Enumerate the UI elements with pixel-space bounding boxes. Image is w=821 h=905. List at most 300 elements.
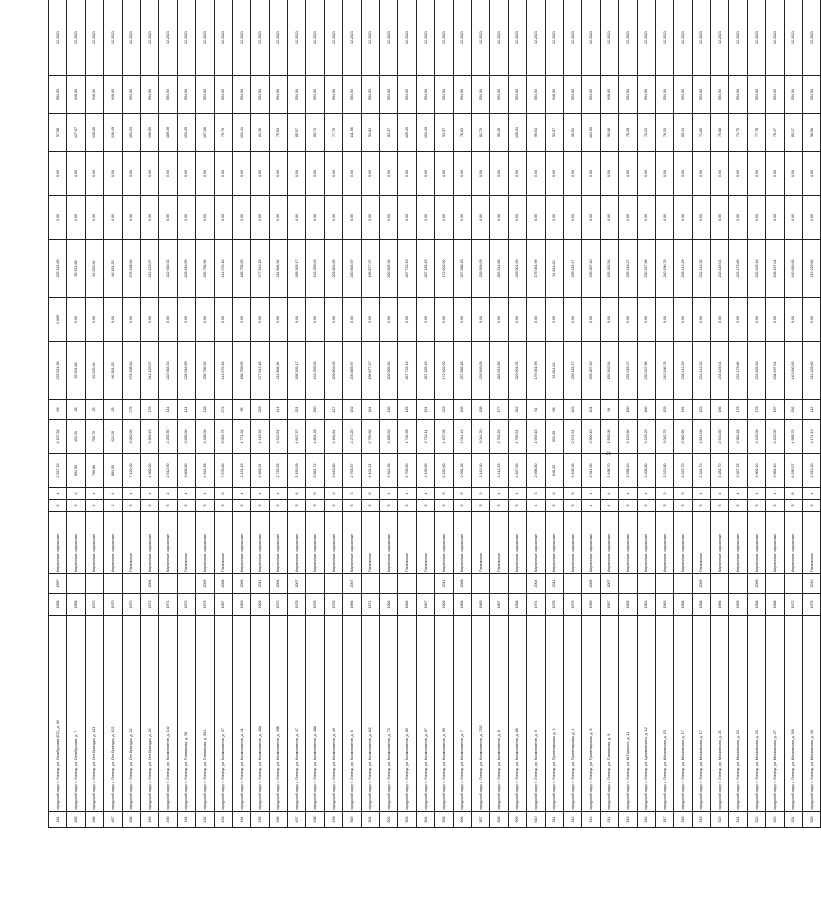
table-cell: 2 705,60 [398, 454, 416, 488]
table-cell: 0,00 [527, 298, 545, 342]
table-row [122, 0, 140, 828]
table-cell: 9 [306, 500, 324, 512]
table-cell: 1 771,30 [232, 420, 250, 454]
table-cell: городской округ г. Липецк, ул. Московская, д. 5/6 [784, 616, 802, 812]
table-cell [563, 574, 581, 594]
table-cell: 503 [398, 812, 416, 828]
table-cell: 554,00 [582, 76, 600, 114]
table-cell: 4 [380, 488, 398, 500]
table-cell: 1958 [67, 594, 85, 616]
table-cell: 239 509,09 [471, 342, 489, 400]
table-cell: 554,00 [508, 76, 526, 114]
table-cell: 0,00 [655, 196, 673, 240]
table-cell: 498 [306, 812, 324, 828]
table-cell: 12.2021 [435, 0, 453, 76]
table-cell: городской округ г. Липецк, ул. Космонавтов, д. 73 [380, 616, 398, 812]
table-cell: 2003 [196, 574, 214, 594]
table-cell: 4 415,30 [251, 420, 269, 454]
table-cell: 0,00 [324, 298, 342, 342]
table-cell: 3 367,35 [729, 454, 747, 488]
table-cell: 12.2021 [416, 0, 434, 76]
table-cell: 12.2021 [803, 0, 821, 76]
table-cell: Панельные [177, 512, 195, 574]
table-cell: 520 [711, 812, 729, 828]
table-cell: 196 877,37 [361, 240, 379, 298]
table-cell: 299 287,20 [582, 342, 600, 400]
table-cell: 4 [711, 488, 729, 500]
table-cell: Панельные [803, 512, 821, 574]
table-cell: 2004 [269, 574, 287, 594]
table-cell: 233 119,01 [711, 240, 729, 298]
table-cell: 2007 [288, 574, 306, 594]
table-cell: 509 [508, 812, 526, 828]
table-cell: 512 [563, 812, 581, 828]
table-cell: 0,00 [545, 298, 563, 342]
table-cell: 3 385,60 [380, 420, 398, 454]
table-cell: 0,00 [232, 196, 250, 240]
table-cell: 82,70 [471, 114, 489, 152]
table-cell: 485 [67, 812, 85, 828]
table-cell: 1978 [288, 594, 306, 616]
table-cell: 0,00 [711, 152, 729, 196]
table-cell: 2004 [527, 574, 545, 594]
table-body [49, 0, 821, 828]
table-cell: 2 790,60 [361, 420, 379, 454]
table-cell: 5 [251, 500, 269, 512]
table-row [674, 0, 692, 828]
table-cell: 12.2021 [545, 0, 563, 76]
table-cell: 200 865,97 [343, 240, 361, 298]
table-cell: 0,00 [527, 152, 545, 196]
table-cell: городской округ г. Липецк, ул. Московская, д. 49 [803, 616, 821, 812]
table-cell: 4 [637, 488, 655, 500]
table-cell: 0,00 [747, 196, 765, 240]
table-cell: 442 076,16 [214, 240, 232, 298]
table-cell: 601,39 [545, 420, 563, 454]
table-cell: 4 [747, 488, 765, 500]
table-cell: 0,00 [251, 152, 269, 196]
table-cell: 0,00 [140, 196, 158, 240]
table-cell: 229 [251, 400, 269, 420]
table-cell: 141 [269, 400, 287, 420]
table-cell: 0,00 [232, 298, 250, 342]
table-cell: 554,00 [269, 76, 287, 114]
table-row [747, 0, 765, 828]
table-cell: 554,00 [232, 76, 250, 114]
table-cell: 153 [655, 400, 673, 420]
table-cell: 12.2021 [140, 0, 158, 76]
table-cell: 0,00 [545, 152, 563, 196]
table-cell: 0,00 [637, 298, 655, 342]
table-cell: 3 922,36 [380, 454, 398, 488]
table-cell: 1968 [747, 594, 765, 616]
table-cell: Кирпичные, каркасные [655, 512, 673, 574]
table-cell: 0,00 [747, 152, 765, 196]
table-cell: городской округ г. Липецк, ул. Московская, д. 27 [766, 616, 784, 812]
table-cell: городской округ г. Липецк, ул. Московская, д. 17 [692, 616, 710, 812]
table-cell: 554,00 [214, 76, 232, 114]
table-cell: Кирпичные, каркасные [343, 512, 361, 574]
table-cell: городской округ г. Липецк, ул. Космонавтов, д. 6 [343, 616, 361, 812]
table-cell: Кирпичные, каркасные [49, 512, 67, 574]
table-cell [471, 574, 489, 594]
table-cell: 1958 [49, 594, 67, 616]
table-cell: Кирпичные, каркасные [380, 512, 398, 574]
table-cell: 4 607,37 [288, 420, 306, 454]
table-row [766, 0, 784, 828]
table-cell: 3 225,00 [747, 420, 765, 454]
table-cell: 648,20 [545, 454, 563, 488]
table-cell: Кирпичные, каркасные [729, 512, 747, 574]
table-cell [674, 574, 692, 594]
table-cell: 1959 [582, 594, 600, 616]
table-cell: 554,00 [674, 76, 692, 114]
table-cell: 0,00 [306, 152, 324, 196]
table-cell: 0,00 [159, 196, 177, 240]
table-cell: городской округ г. Липецк, ул. Космонавтов, д. 45А [251, 616, 269, 812]
table-cell: 127,67 [67, 114, 85, 152]
table-row [637, 0, 655, 828]
table-cell: городской округ г. Липецк, ул. Ост Бригады, д. 122 [104, 616, 122, 812]
table-cell: 112 [803, 400, 821, 420]
table-cell: 0,00 [471, 196, 489, 240]
table-cell: городской округ г. Липецк, ул. Космонавтов, д. 48А [306, 616, 324, 812]
table-cell: 1968 [453, 594, 471, 616]
table-cell: 488 [122, 812, 140, 828]
table-cell: Панельные [122, 512, 140, 574]
table-cell: 3 229,20 [637, 420, 655, 454]
table-cell: 554,00 [563, 76, 581, 114]
table-cell: 581,00 [361, 76, 379, 114]
table-cell: 3 [527, 488, 545, 500]
table-row [232, 0, 250, 828]
table-cell: 12.2021 [453, 0, 471, 76]
table-cell: 3 044,20 [471, 420, 489, 454]
table-cell: 378 498,60 [122, 342, 140, 400]
table-cell: 178 [140, 400, 158, 420]
table-cell: 1966 [711, 594, 729, 616]
table-cell: 508 [490, 812, 508, 828]
table-cell: 3 656,00 [177, 420, 195, 454]
table-cell: 4 958,70 [784, 420, 802, 454]
table-cell: 1965 [729, 594, 747, 616]
table-cell: 554,00 [288, 76, 306, 114]
table-cell: городской округ г. Липецк, ул. Пролетарская, д. 3 [545, 616, 563, 812]
table-cell: 0,00 [803, 298, 821, 342]
table-cell: городской округ г. Липецк, ул. Плеханова, д. 504 [196, 616, 214, 812]
table-cell: 523 [766, 812, 784, 828]
table-cell: 0,00 [619, 196, 637, 240]
table-cell: 128 [196, 400, 214, 420]
table-cell: 4 [600, 488, 618, 500]
table-cell: Панельные [692, 512, 710, 574]
table-cell: 0,00 [545, 196, 563, 240]
table-cell: 136,49 [104, 114, 122, 152]
table-cell: 1 009 [49, 298, 67, 342]
table-cell: 2011 [251, 574, 269, 594]
table-cell: Кирпичные, каркасные [232, 512, 250, 574]
table-cell: 0,00 [398, 152, 416, 196]
table-cell: 178 [747, 400, 765, 420]
table-cell: 422,20 [104, 420, 122, 454]
table-cell: 5 [674, 488, 692, 500]
table-cell: 12.2021 [692, 0, 710, 76]
table-cell: 0,00 [435, 152, 453, 196]
table-cell: Кирпичные, каркасные [159, 512, 177, 574]
table-cell: 5 [508, 500, 526, 512]
table-cell: 1978 [324, 594, 342, 616]
table-cell: городской округ г. Липецк, ул. Космонавтов, д. 99 [435, 616, 453, 812]
buildings-table [48, 0, 821, 828]
table-cell: 1957 [600, 594, 618, 616]
table-cell: 262 [508, 400, 526, 420]
table-cell: 272 [214, 400, 232, 420]
table-cell: Кирпичные, каркасные [324, 512, 342, 574]
table-cell: 2007 [343, 574, 361, 594]
table-cell: 233 465,48 [747, 342, 765, 400]
table-cell: 275 [122, 400, 140, 420]
table-row [140, 0, 158, 828]
table-cell: 0,00 [104, 298, 122, 342]
table-cell [619, 574, 637, 594]
table-cell: 2005 [582, 574, 600, 594]
table-cell: 12.2021 [490, 0, 508, 76]
table-cell: 2007 [600, 574, 618, 594]
table-cell [104, 574, 122, 594]
table-cell: 12.2021 [619, 0, 637, 76]
table-cell: 750,70 [85, 420, 103, 454]
table-cell: 0,00 [435, 196, 453, 240]
table-cell: 5 [288, 500, 306, 512]
table-cell: 0,00 [655, 152, 673, 196]
table-cell: 433 259,03 [306, 342, 324, 400]
table-cell: 0,00 [490, 152, 508, 196]
table-cell: 4 404,21 [361, 454, 379, 488]
table-cell: 0,00 [416, 152, 434, 196]
table-cell: 0,00 [214, 196, 232, 240]
table-cell: 194 [674, 400, 692, 420]
table-cell: 0,00 [140, 152, 158, 196]
table-cell: 440 000,00 [784, 240, 802, 298]
table-cell: 2 944,00 [582, 454, 600, 488]
table-cell: 299 115,47 [563, 240, 581, 298]
table-cell: 1976 [563, 594, 581, 616]
table-cell: 12.2021 [324, 0, 342, 76]
table-cell: 260 [306, 400, 324, 420]
table-cell: городской округ г. Липецк, ул. Московская, д. 21 [711, 616, 729, 812]
table-cell: 4 668,34 [251, 454, 269, 488]
table-cell: 0,00 [766, 298, 784, 342]
rotated-table-container [48, 0, 814, 828]
table-cell: 0,00 [232, 152, 250, 196]
table-cell: 4 068,00 [140, 454, 158, 488]
table-cell: 178 [729, 400, 747, 420]
table-cell: 101 [582, 400, 600, 420]
table-cell: 5 [232, 500, 250, 512]
table-cell: 0,00 [563, 298, 581, 342]
table-cell: 3 225,00 [766, 420, 784, 454]
table-cell: 1971 [159, 594, 177, 616]
table-cell: 12.2021 [637, 0, 655, 76]
table-cell: 3 [343, 488, 361, 500]
table-cell: 3 083,00 [122, 420, 140, 454]
table-cell: 519 [692, 812, 710, 828]
table-row [784, 0, 802, 828]
table-row [692, 0, 710, 828]
table-cell: 2 843,00 [692, 420, 710, 454]
table-cell: 200 865,97 [343, 342, 361, 400]
table-cell: 66 181,25 [104, 342, 122, 400]
table-cell: 0,00 [67, 196, 85, 240]
table-cell: 377 643,18 [251, 342, 269, 400]
table-cell: 0,00 [435, 298, 453, 342]
table-cell: 5 [674, 500, 692, 512]
table-cell: 2004 [140, 574, 158, 594]
table-cell: 4 [398, 488, 416, 500]
table-cell [766, 574, 784, 594]
table-cell: 105,61 [508, 114, 526, 152]
table-row [563, 0, 581, 828]
table-cell: 12.2021 [766, 0, 784, 76]
table-cell: 0,00 [729, 298, 747, 342]
table-cell: 4 [692, 488, 710, 500]
table-cell: 12.2021 [288, 0, 306, 76]
table-cell: 0,00 [416, 196, 434, 240]
table-cell [380, 574, 398, 594]
table-cell: 0,00 [582, 196, 600, 240]
table-cell: 93,57 [435, 114, 453, 152]
table-cell: 85,43 [674, 114, 692, 152]
table-cell: 233 179,66 [729, 342, 747, 400]
table-row [655, 0, 673, 828]
table-cell [306, 574, 324, 594]
table-cell: Кирпичные, каркасные [637, 512, 655, 574]
table-cell: 151 [416, 400, 434, 420]
table-cell: 0,00 [122, 152, 140, 196]
table-cell: 8 [784, 488, 802, 500]
table-cell: 12.2021 [674, 0, 692, 76]
table-cell: 554,00 [177, 76, 195, 114]
table-cell: 240 196,78 [655, 342, 673, 400]
table-cell: 78,28 [619, 114, 637, 152]
table-cell: 3 398,40 [619, 454, 637, 488]
table-cell: 2 [545, 488, 563, 500]
table-cell: 0,00 [288, 152, 306, 196]
table-cell: 0,00 [343, 196, 361, 240]
table-cell: 0,00 [692, 298, 710, 342]
table-cell: 5 [453, 500, 471, 512]
table-cell: 2 [104, 500, 122, 512]
table-cell: 554,00 [729, 76, 747, 114]
table-cell: 191,03 [122, 114, 140, 152]
table-cell: 3 412,15 [490, 454, 508, 488]
table-cell: 111,56 [343, 114, 361, 152]
table-cell: 3 966,10 [766, 454, 784, 488]
table-cell: 12.2021 [196, 0, 214, 76]
table-cell: 2 543,60 [711, 420, 729, 454]
table-cell: 6 [361, 488, 379, 500]
table-cell: 5 [471, 500, 489, 512]
table-row [343, 0, 361, 828]
table-cell: 0,00 [711, 298, 729, 342]
table-row [619, 0, 637, 828]
table-cell: 948,00 [600, 76, 618, 114]
table-cell: 395 305,17 [288, 240, 306, 298]
table-cell: Кирпичные, каркасные [251, 512, 269, 574]
table-cell: 107,66 [196, 114, 214, 152]
table-cell: 3 333,70 [674, 454, 692, 488]
table-cell: 6 [306, 488, 324, 500]
table-cell: 0,00 [803, 196, 821, 240]
table-cell: Кирпичные, каркасные [104, 512, 122, 574]
table-cell: Кирпичные, каркасные [711, 512, 729, 574]
table-cell: 500 [343, 812, 361, 828]
table-cell: 193 302,54 [600, 342, 618, 400]
table-cell: 188 755,05 [232, 240, 250, 298]
table-cell: 554,00 [435, 76, 453, 114]
table-cell: 0,00 [159, 298, 177, 342]
table-cell: 77,76 [324, 114, 342, 152]
table-cell: 78,47 [766, 114, 784, 152]
table-cell: 196,55 [140, 114, 158, 152]
table-cell: 90,52 [563, 114, 581, 152]
table-cell: 554,00 [784, 76, 802, 114]
table-cell: 0,00 [324, 152, 342, 196]
table-cell: 525 [803, 812, 821, 828]
table-cell: Кирпичные, каркасные [600, 512, 618, 574]
table-cell: 3 129,90 [619, 420, 637, 454]
table-row [324, 0, 342, 828]
table-cell: 7 678,80 [214, 454, 232, 488]
table-cell: 1965 [619, 594, 637, 616]
table-cell: 98,96 [803, 114, 821, 152]
table-row [85, 0, 103, 828]
table-cell: 4 [196, 488, 214, 500]
table-cell: 0,00 [67, 298, 85, 342]
table-cell: 2 098,80 [527, 454, 545, 488]
table-cell: 0,00 [269, 152, 287, 196]
table-cell: 1974 [527, 594, 545, 616]
table-cell: 487 [104, 812, 122, 828]
table-cell: 0,00 [177, 298, 195, 342]
table-cell: 2 273,20 [343, 420, 361, 454]
table-cell: 1963 [655, 594, 673, 616]
table-cell: 440 000,00 [784, 342, 802, 400]
table-cell: городской округ г. Липецк, ул. Космонавтов, д. 8 [490, 616, 508, 812]
table-cell [177, 574, 195, 594]
table-cell: 948,00 [545, 76, 563, 114]
table-cell: 12.2021 [269, 0, 287, 76]
table-cell: Кирпичные, каркасные [563, 512, 581, 574]
table-cell: 0,00 [251, 196, 269, 240]
table-cell: 3 [471, 488, 489, 500]
table-cell: 493 [214, 812, 232, 828]
table-cell: 504 [416, 812, 434, 828]
table-cell: 0,00 [471, 152, 489, 196]
table-cell: Кирпичные, каркасные [674, 512, 692, 574]
table-cell [398, 574, 416, 594]
table-cell: 2 512,00 [159, 454, 177, 488]
table-cell: 506 [453, 812, 471, 828]
table-cell: 5 [380, 500, 398, 512]
table-cell: 1978 [306, 594, 324, 616]
table-cell: 5 [435, 500, 453, 512]
table-cell: 0,00 [306, 196, 324, 240]
table-cell: 2011 [435, 574, 453, 594]
table-cell: 510 [527, 812, 545, 828]
table-cell: 66 181,25 [104, 240, 122, 298]
table-cell: 0,00 [619, 152, 637, 196]
